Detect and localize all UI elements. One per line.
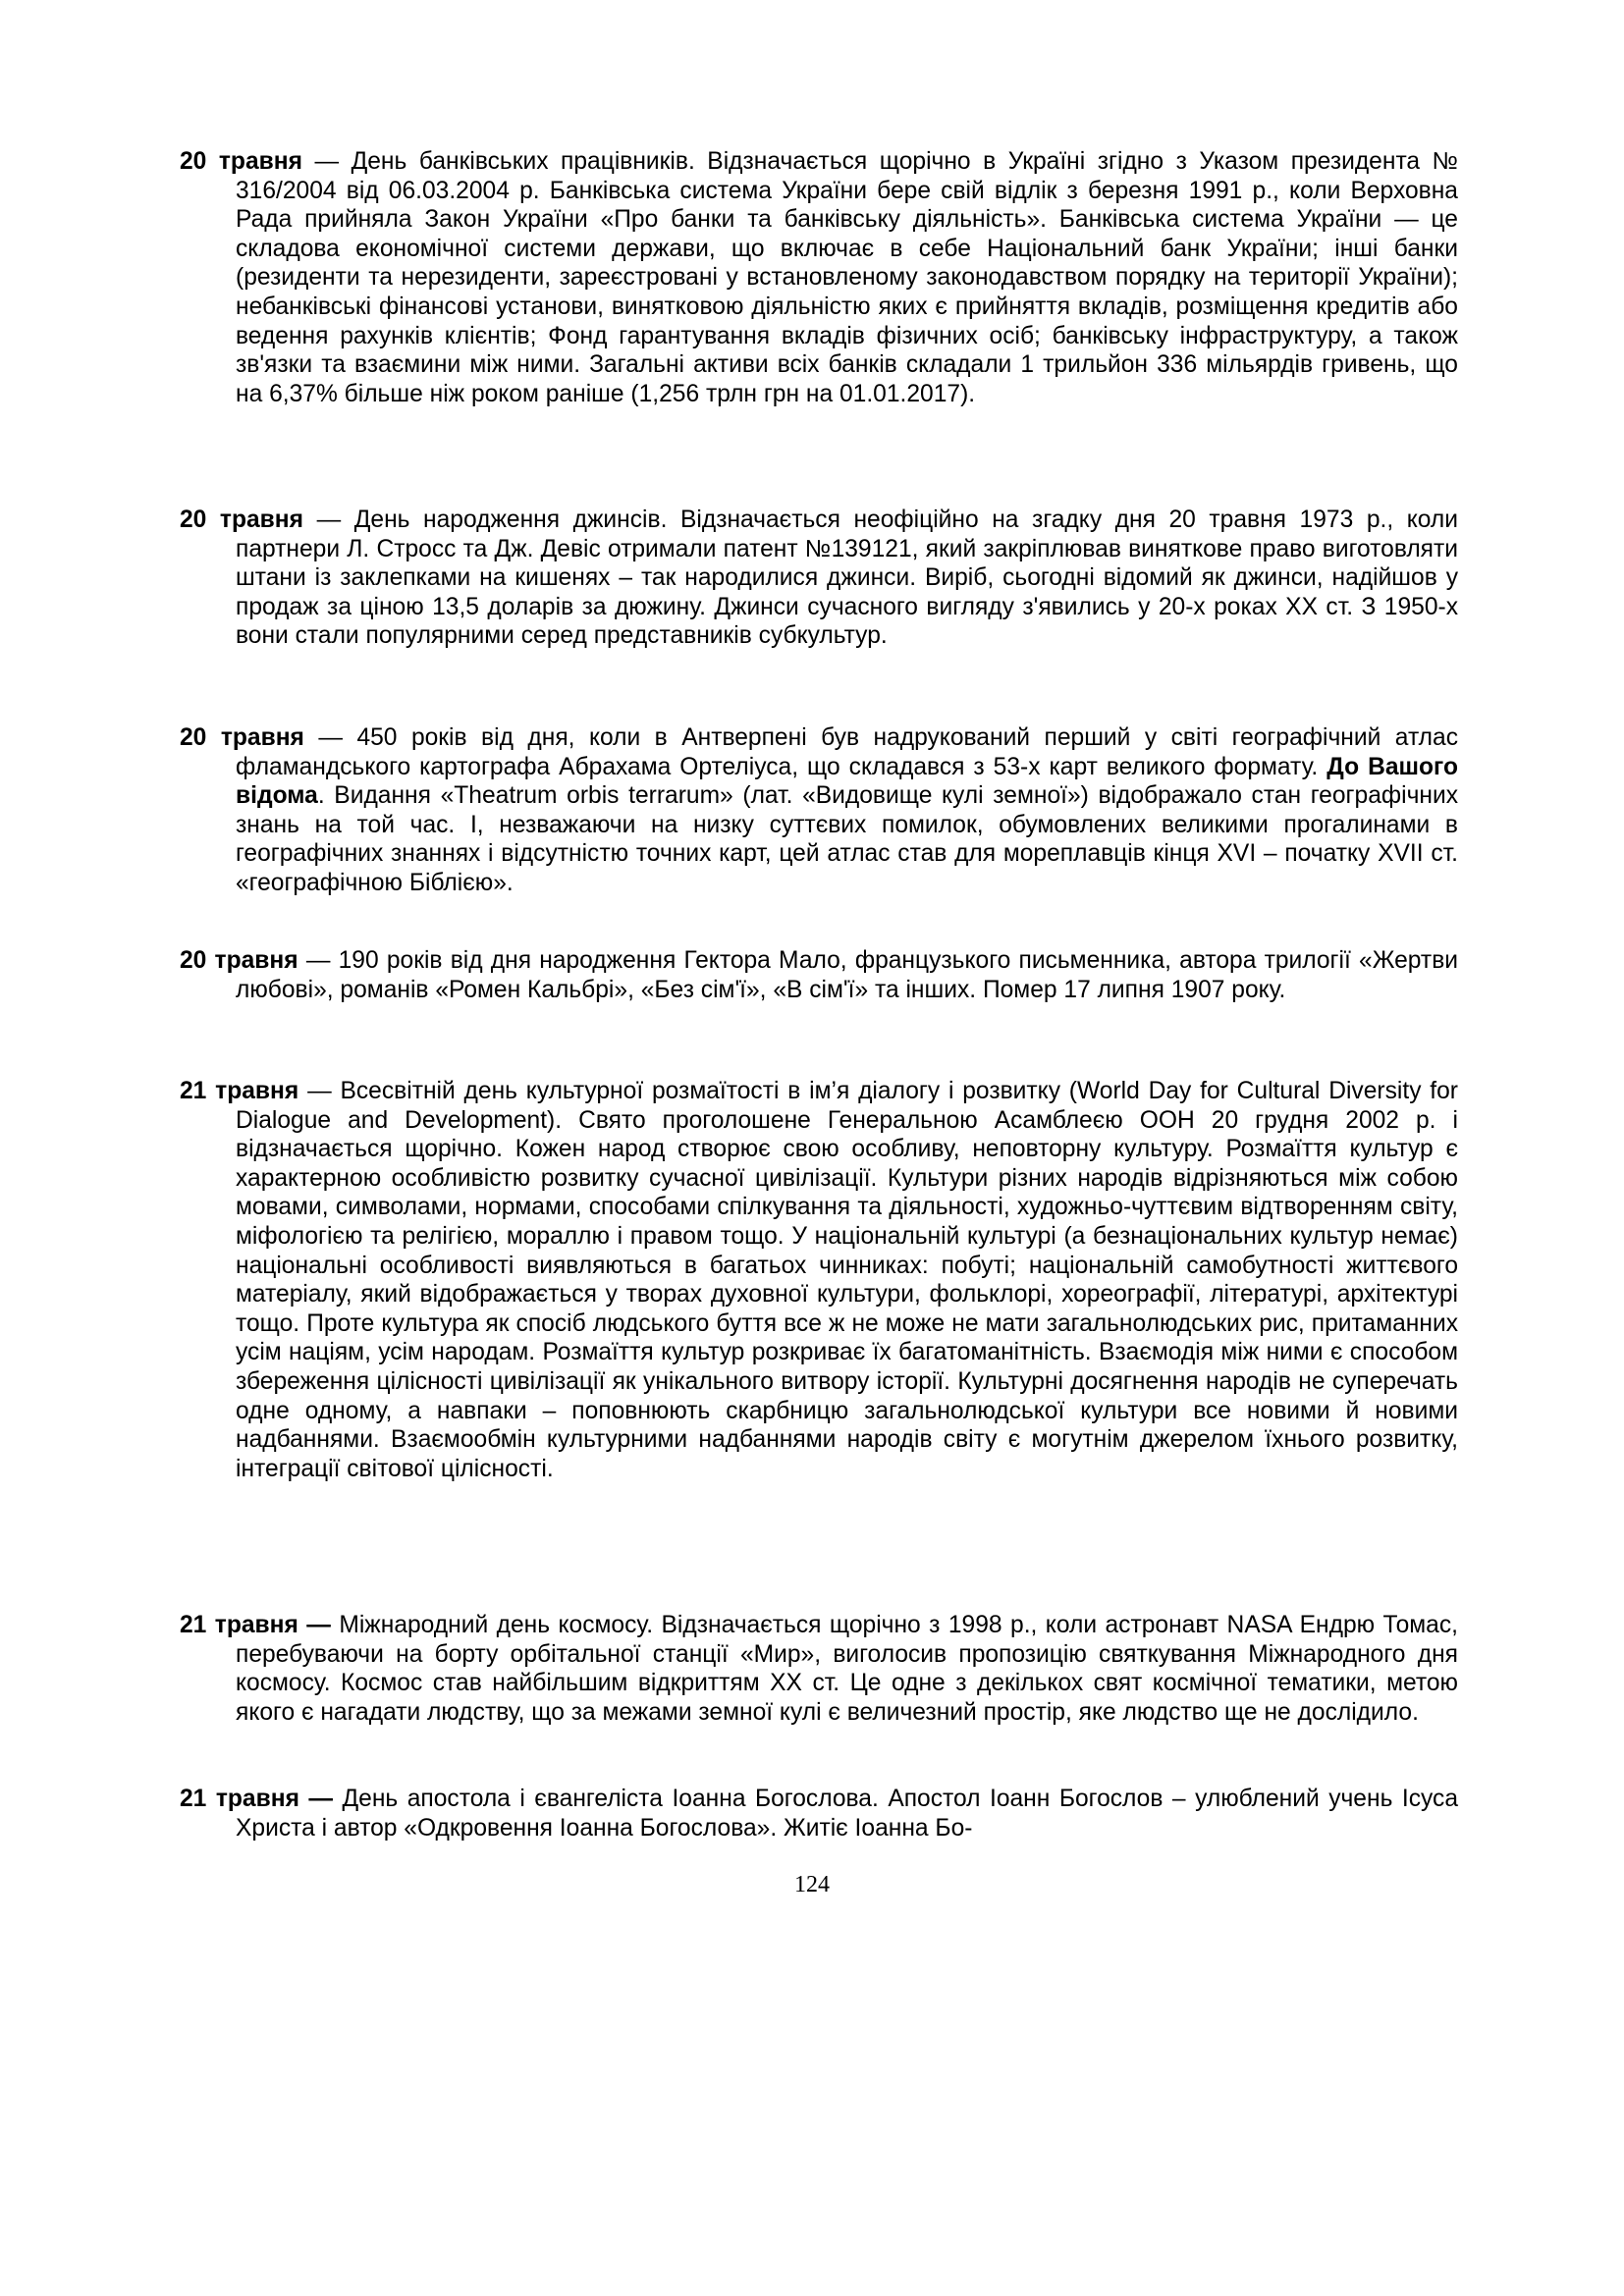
- entry-text: День банківських працівників. Відзначається щорічно в Україні згідно з Указом президента № 316/2004 від 06.03.2004 р. Банківська система України бере свій відлік з березня 1991 р., коли Верховна Рада прийняла Закон України «Про банки та банківську діяльність». Банківська система України — це складова економічної системи держави, що включає в себе Національний банк України; інші банки (резиденти та нерезиденти, зареєстровані у встановленому законодавством порядку на території України); небанківські фінансові установи, винятковою діяльністю яких є прийняття вкладів, розміщення кредитів або ведення рахунків клієнтів; Фонд гарантування вкладів фізичних осіб; банківську інфраструктуру, а також зв'язки та взаємини між ними. Загальні активи всіх банків складали 1 трильйон 336 мільярдів гривень, що на 6,37% більше ніж роком раніше (1,256 трлн грн на 01.01.2017).: [236, 148, 1459, 407]
- entry-text: Міжнародний день космосу. Відзначається щорічно з 1998 р., коли астронавт NASA Ендрю Томас, перебуваючи на борту орбітальної станції «Мир», виголосив пропозицію святкування Міжнародного дня космосу. Космос став найбільшим відкриттям XX ст. Це одне з декількох свят космічної тематики, метою якого є нагадати людству, що за межами земної кулі є величезний простір, яке людство ще не дослідило.: [236, 1612, 1458, 1726]
- calendar-entry: [180, 1077, 1458, 1483]
- entry-text: День народження джинсів. Відзначається неофіційно на згадку дня 20 травня 1973 р., коли партнери Л. Стросс та Дж. Девіс отримали патент №139121, який закріплював виняткове право виготовляти штани із заклепками на кишенях – так народилися джинси. Виріб, сьогодні відомий як джинси, надійшов у продаж за ціною 13,5 доларів за дюжину. Джинси сучасного вигляду з'явились у 20-х роках XX ст. З 1950-х вони стали популярними серед представників субкультур.: [236, 507, 1459, 650]
- entry-date: 21 травня —: [180, 1786, 334, 1812]
- entry-text: 190 років від дня народження Гектора Мало, французького письменника, автора трилогії «Жертви любові», романів «Ромен Кальбрі», «Без сім'ї», «В сім'ї» та інших. Помер 17 липня 1907 року.: [236, 947, 1458, 1003]
- calendar-entry: [180, 1611, 1458, 1727]
- calendar-entry: [180, 1785, 1458, 1842]
- entry-date: 20 травня: [180, 947, 298, 974]
- entry-text: 450 років від дня, коли в Антверпені був надрукований перший у світі географічний атлас фламандського картографа Абрахама Ортеліуса, що складався з 53-х карт великого формату.: [236, 724, 1458, 780]
- entry-separator: —: [303, 507, 354, 533]
- entry-separator: —: [301, 148, 352, 175]
- calendar-entry: [180, 506, 1458, 651]
- calendar-entry: [180, 723, 1458, 898]
- entry-date: 20 травня: [180, 507, 303, 533]
- entry-text-continued: . Видання «Theatrum orbis terrarum» (лат. «Видовище кулі земної») відображало стан географічних знань на той час. І, незважаючи на низку суттєвих помилок, обумовлених великими прогалинами в географічних знаннях і відсутністю точних карт, цей атлас став для мореплавців кінця XVI – початку XVII ст. «географічною Біблією».: [236, 782, 1458, 896]
- entry-separator: —: [303, 724, 357, 751]
- entry-separator: —: [298, 947, 339, 974]
- entry-separator: —: [298, 1078, 341, 1104]
- inline-bold-note: До Вашого відома: [236, 753, 1458, 810]
- page-number: 124: [794, 1872, 830, 1897]
- entry-date: 21 травня —: [180, 1612, 331, 1638]
- entry-date: 21 травня: [180, 1078, 299, 1104]
- entry-date: 20 травня: [180, 148, 302, 175]
- calendar-entry: [180, 147, 1458, 408]
- calendar-entry: [180, 946, 1458, 1004]
- entry-text: Всесвітній день культурної розмаїтості в ім’я діалогу і розвитку (World Day for Cultural Diversity for Dialogue and Development). Свято проголошене Генеральною Асамблеєю ООН 20 грудня 2002 р. і відзначається щорічно. Кожен народ створює свою особливу, неповторну культуру. Розмаїття культур є характерною особливістю розвитку сучасної цивілізації. Культури різних народів відрізняються між собою мовами, символами, нормами, способами спілкування та діяльності, художньо-чуттєвим відтворенням світу, міфологією та релігією, мораллю і правом тощо. У національній культурі (а безнаціональних культур немає) національні особливості виявляються в багатьох чинниках: побуті; національній самобутності життєвого матеріалу, який відображається у творах духовної культури, фольклорі, хореографії, літературі, архітектурі тощо. Проте культура як спосіб людського буття все ж не може не мати загальнолюдських рис, притаманних усім націям, усім народам. Розмаїття культур розкриває їх багатоманітність. Взаємодія між ними є способом збереження цілісності цивілізації як унікального витвору історії. Культурні досягнення народів не суперечать одне одному, а навпаки – поповнюють скарбницю загальнолюдської культури все новими й новими надбаннями. Взаємообмін культурними надбаннями народів світу є могутнім джерелом їхнього розвитку, інтеграції світової цілісності.: [236, 1078, 1459, 1482]
- entry-date: 20 травня: [180, 724, 304, 751]
- entry-text: День апостола і євангеліста Іоанна Богослова. Апостол Іоанн Богослов – улюблений учень Ісуса Христа і автор «Одкровення Іоанна Богослова». Житіє Іоанна Бо-: [236, 1786, 1458, 1842]
- entry-separator: [333, 1786, 343, 1812]
